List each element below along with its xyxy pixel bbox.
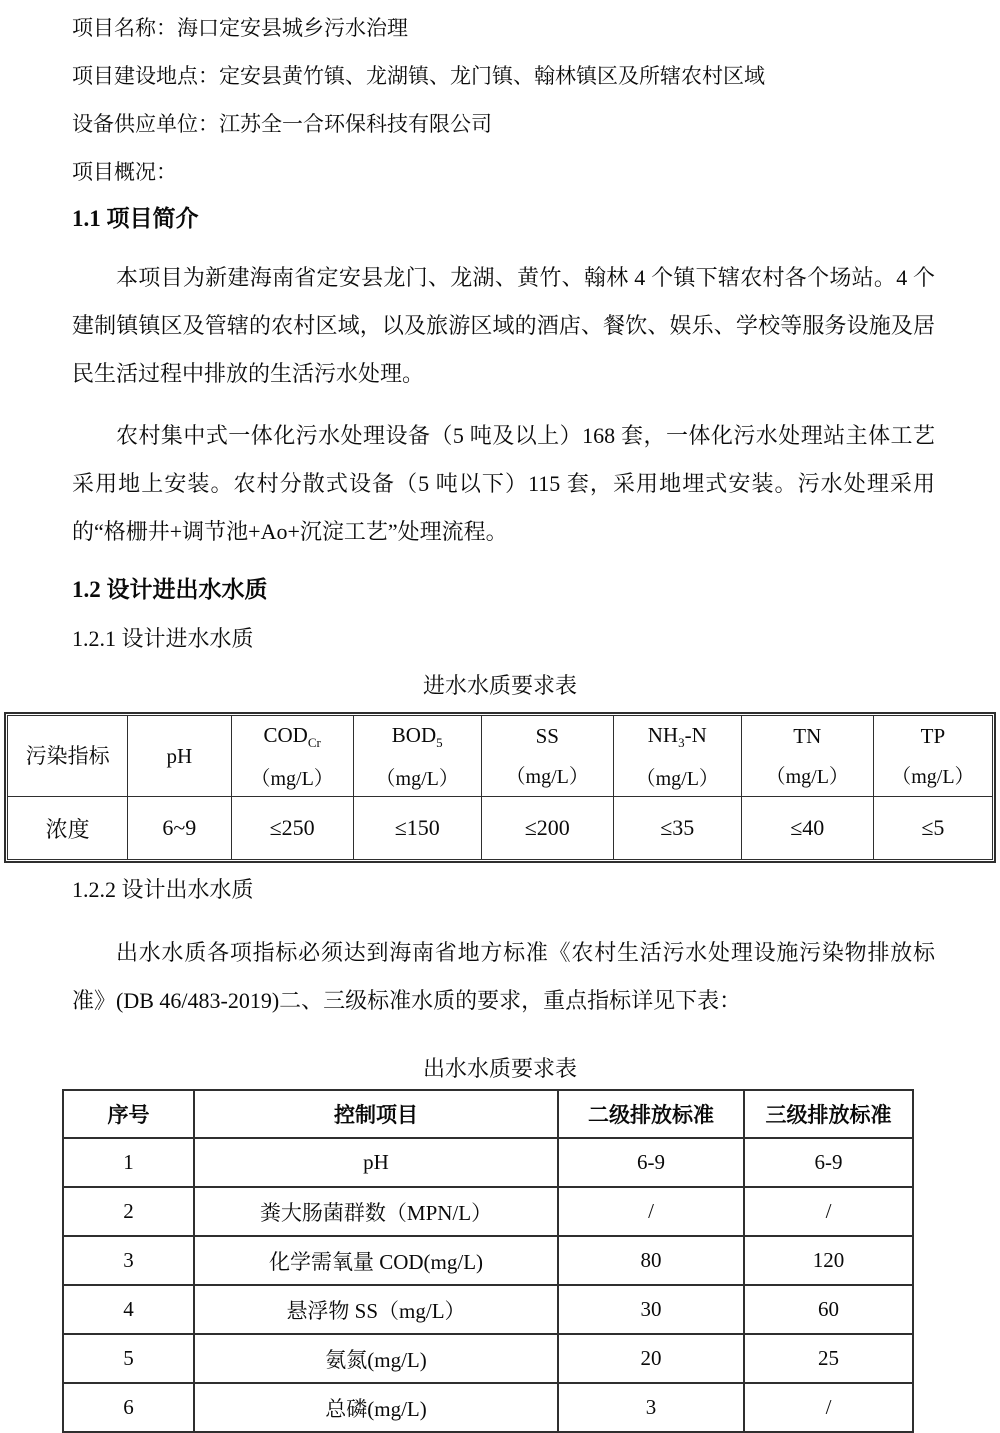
heading-1-1-project-intro: 1.1 项目简介 [72, 206, 199, 231]
col-unit: （mg/L） [765, 766, 849, 788]
row-std3: 60 [744, 1285, 913, 1334]
inflow-quality-table [4, 712, 996, 863]
table-row [63, 1285, 913, 1334]
inflow-value-tp: ≤5 [873, 797, 992, 860]
col-unit: （mg/L） [505, 766, 589, 788]
col-label: SS [535, 724, 559, 748]
table-row [63, 1383, 913, 1432]
outflow-header-row [63, 1090, 913, 1138]
row-item: 化学需氧量 COD(mg/L) [194, 1236, 558, 1285]
outflow-col-std3: 三级排放标准 [744, 1090, 913, 1138]
inflow-data-row [8, 797, 993, 860]
inflow-value-cod: ≤250 [231, 797, 353, 860]
outflow-col-no: 序号 [63, 1090, 194, 1138]
col-unit: （mg/L） [250, 767, 334, 790]
row-item: pH [194, 1138, 558, 1187]
col-unit: （mg/L） [891, 766, 975, 788]
project-meta-block [0, 4, 1000, 196]
inflow-col-ss [481, 716, 613, 797]
meta-project-overview-label: 项目概况： [72, 160, 177, 184]
inflow-col-tn [741, 716, 873, 797]
col-label: $NH_3-N$ [647, 722, 707, 750]
para-project-intro-2: 农村集中式一体化污水处理设备（5 吨及以上）168 套，一体化污水处理站主体工艺采用地上安装。农村分散式设备（5 吨以下）115 套，采用地埋式安装。污水处理采用的“格栅井+调节池+Ao+沉淀工艺”处理流程。 [72, 423, 935, 544]
meta-project-name: 项目名称：海口定安县城乡污水治理 [72, 16, 408, 40]
outflow-table-title: 出水水质要求表 [422, 1056, 577, 1081]
table-row [63, 1138, 913, 1187]
col-label: TP [920, 724, 946, 748]
inflow-value-tn: ≤40 [741, 797, 873, 860]
heading-1-2-water-quality: 1.2 设计进出水水质 [72, 577, 268, 602]
row-std2: 20 [558, 1334, 744, 1383]
para-outflow-standard: 出水水质各项指标必须达到海南省地方标准《农村生活污水处理设施污染物排放标准》(DB 46/483-2019)二、三级标准水质的要求，重点指标详见下表： [72, 940, 935, 1013]
inflow-table-title: 进水水质要求表 [422, 673, 577, 698]
row-item: 氨氮(mg/L) [194, 1334, 558, 1383]
row-no: 2 [63, 1187, 194, 1236]
meta-project-location: 项目建设地点：定安县黄竹镇、龙湖镇、龙门镇、翰林镇区及所辖农村区域 [72, 64, 765, 88]
row-no: 1 [63, 1138, 194, 1187]
row-item: 总磷(mg/L) [194, 1383, 558, 1432]
table-row [63, 1334, 913, 1383]
para-project-intro-1: 本项目为新建海南省定安县龙门、龙湖、黄竹、翰林 4 个镇下辖农村各个场站。4 个建制镇镇区及管辖的农村区域，以及旅游区域的酒店、餐饮、娱乐、学校等服务设施及居民生活过程中排放的生活污水处理。 [72, 265, 935, 386]
row-std3: / [744, 1187, 913, 1236]
col-label: $BOD_5$ [391, 722, 443, 750]
inflow-col-tp [873, 716, 992, 797]
inflow-value-nh3n: ≤35 [613, 797, 741, 860]
row-std2: 3 [558, 1383, 744, 1432]
table-row [63, 1187, 913, 1236]
row-no: 4 [63, 1285, 194, 1334]
col-unit: （mg/L） [375, 767, 459, 790]
inflow-col-bod [353, 716, 481, 797]
row-std2: 80 [558, 1236, 744, 1285]
row-std2: 6-9 [558, 1138, 744, 1187]
col-label: pH [166, 744, 193, 768]
heading-1-2-2-outflow-quality: 1.2.2 设计出水水质 [72, 877, 254, 902]
row-no: 3 [63, 1236, 194, 1285]
row-std3: 6-9 [744, 1138, 913, 1187]
inflow-value-ss: ≤200 [481, 797, 613, 860]
col-label: $COD_{Cr}$ [263, 722, 321, 750]
row-item: 悬浮物 SS（mg/L） [194, 1285, 558, 1334]
row-item: 粪大肠菌群数（MPN/L） [194, 1187, 558, 1236]
inflow-col-ph [128, 716, 231, 797]
heading-1-2-1-inflow-quality: 1.2.1 设计进水水质 [72, 626, 254, 651]
inflow-col-nh3n [613, 716, 741, 797]
inflow-value-bod: ≤150 [353, 797, 481, 860]
outflow-col-item: 控制项目 [194, 1090, 558, 1138]
inflow-col-indicator [8, 716, 128, 797]
outflow-quality-table [62, 1089, 914, 1433]
inflow-row-label: 浓度 [8, 797, 128, 860]
col-label: TN [793, 724, 822, 748]
row-no: 6 [63, 1383, 194, 1432]
row-no: 5 [63, 1334, 194, 1383]
col-unit: （mg/L） [635, 767, 719, 790]
row-std2: / [558, 1187, 744, 1236]
inflow-col-cod [231, 716, 353, 797]
inflow-value-ph: 6~9 [128, 797, 231, 860]
row-std3: 120 [744, 1236, 913, 1285]
row-std3: / [744, 1383, 913, 1432]
meta-equipment-supplier: 设备供应单位：江苏全一合环保科技有限公司 [72, 112, 492, 136]
row-std3: 25 [744, 1334, 913, 1383]
outflow-col-std2: 二级排放标准 [558, 1090, 744, 1138]
col-label: 污染指标 [25, 744, 110, 768]
inflow-header-row [8, 716, 993, 797]
table-row [63, 1236, 913, 1285]
row-std2: 30 [558, 1285, 744, 1334]
